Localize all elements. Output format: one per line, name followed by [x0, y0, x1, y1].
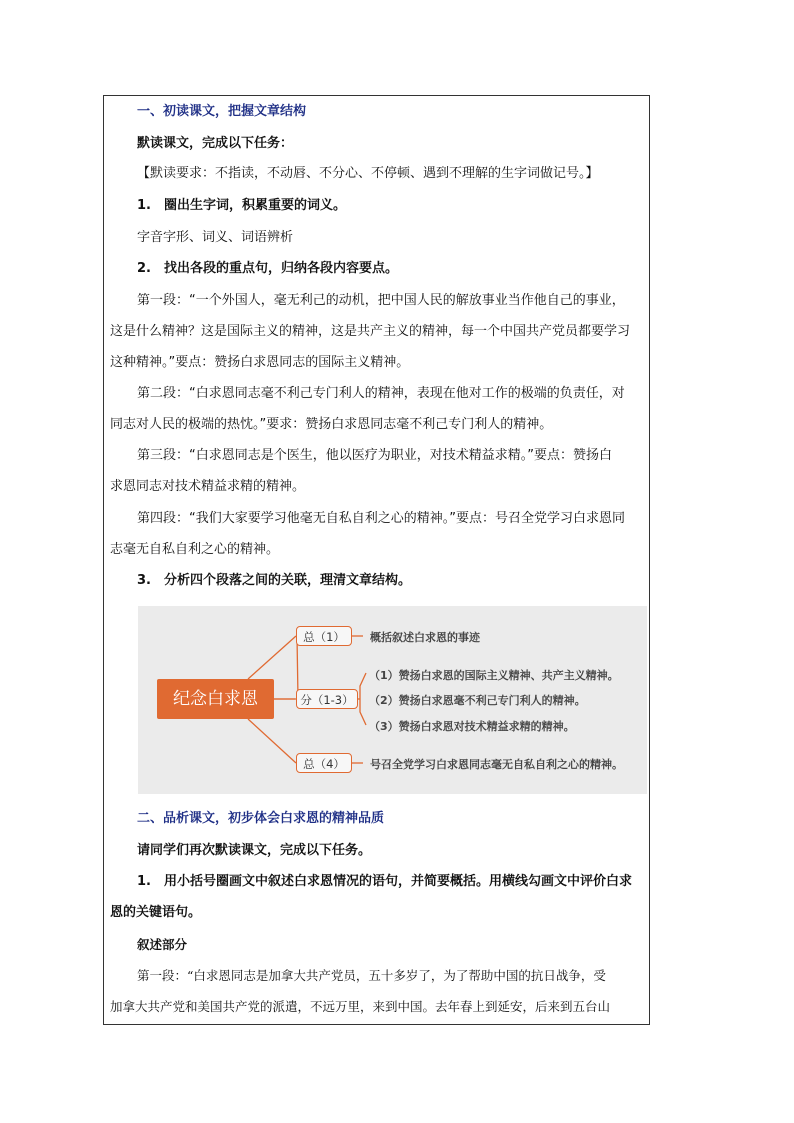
node2-item-3: （3）赞扬白求恩对技术精益求精的精神。 [369, 720, 575, 733]
diagram-node-parts: 分（1-3） [296, 689, 358, 709]
node2-item-2: （2）赞扬白求恩毫不利己专门利人的精神。 [369, 694, 586, 707]
node3-description: 号召全党学习白求恩同志毫无自私自利之心的精神。 [370, 758, 623, 771]
para1-line1: 第一段：“一个外国人，毫无利己的动机，把中国人民的解放事业当作他自己的事业， [137, 293, 625, 308]
para4-line2: 志毫无自私自利之心的精神。 [110, 542, 280, 557]
para2-line1: 第二段：“白求恩同志毫不利己专门利人的精神，表现在他对工作的极端的负责任，对 [137, 386, 625, 401]
para3-line2: 求恩同志对技术精益求精的精神。 [110, 479, 306, 494]
task1-sub: 字音字形、词义、词语辨析 [137, 230, 294, 245]
structure-diagram [138, 606, 647, 794]
task3-title: 3. 分析四个段落之间的关联，理清文章结构。 [137, 573, 411, 588]
connector-root-node3b [248, 719, 296, 763]
diagram-node-general-1: 总（1） [296, 626, 352, 646]
narrative-label: 叙述部分 [137, 937, 188, 952]
para1-line2: 这是什么精神？这是国际主义的精神，这是共产主义的精神，每一个中国共产党员都要学习 [110, 324, 631, 339]
section2-intro: 请同学们再次默读课文，完成以下任务。 [137, 843, 372, 858]
para1-line3: 这种精神。”要点：赞扬白求恩同志的国际主义精神。 [110, 355, 410, 370]
para4-line1: 第四段：“我们大家要学习他毫无自私自利之心的精神。”要点：号召全党学习白求恩同 [137, 511, 625, 526]
task1-title: 1. 圈出生字词，积累重要的词义。 [137, 198, 346, 213]
para3-line1: 第三段：“白求恩同志是个医生，他以医疗为职业，对技术精益求精。”要点：赞扬白 [137, 448, 612, 463]
brace-node2 [360, 673, 366, 725]
reading-requirements: 【默读要求：不指读，不动唇、不分心、不停顿、遇到不理解的生字词做记号。】 [137, 166, 599, 181]
narrative-line1: 第一段：“白求恩同志是加拿大共产党员，五十多岁了，为了帮助中国的抗日战争，受 [137, 968, 606, 983]
section2-task1-line2: 恩的关键语句。 [110, 905, 202, 920]
section2-heading: 二、品析课文，初步体会白求恩的精神品质 [137, 811, 385, 826]
diagram-root-node: 纪念白求恩 [157, 679, 274, 719]
node1-description: 概括叙述白求恩的事迹 [370, 631, 480, 644]
section2-task1-line1: 1. 用小括号圈画文中叙述白求恩情况的语句，并简要概括。用横线勾画文中评价白求 [137, 874, 632, 889]
node2-item-1: （1）赞扬白求恩的国际主义精神、共产主义精神。 [369, 669, 619, 682]
task-intro: 默读课文，完成以下任务： [137, 136, 294, 151]
task2-title: 2. 找出各段的重点句，归纳各段内容要点。 [137, 261, 398, 276]
section1-heading: 一、初读课文，把握文章结构 [137, 104, 307, 119]
para2-line2: 同志对人民的极端的热忱。”要求：赞扬白求恩同志毫不利己专门利人的精神。 [110, 417, 553, 432]
diagram-node-general-4: 总（4） [296, 753, 352, 773]
narrative-line2: 加拿大共产党和美国共产党的派遣，不远万里，来到中国。去年春上到延安，后来到五台山 [110, 999, 611, 1014]
connector-root-node3 [248, 636, 296, 679]
